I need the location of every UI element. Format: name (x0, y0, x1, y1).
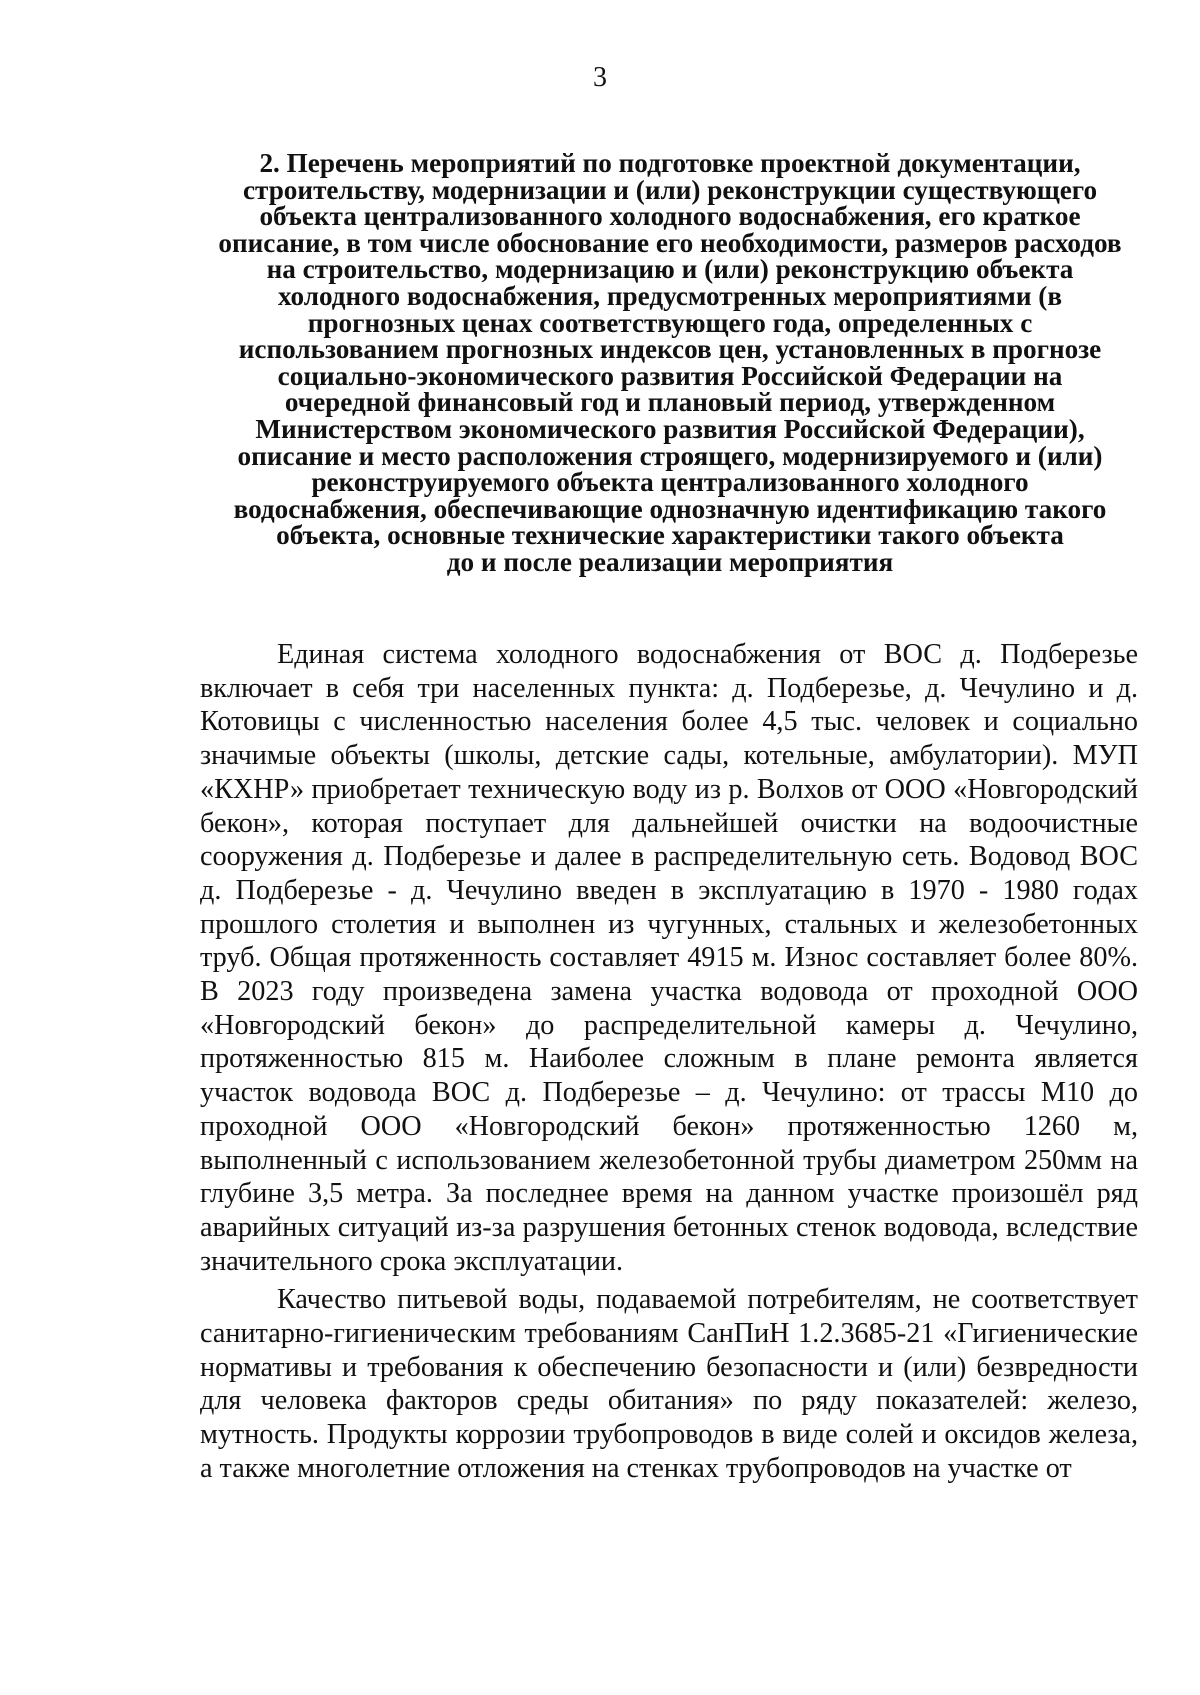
heading-line: объекта, основные технические характеристики такого объекта (276, 520, 1064, 551)
paragraph-water-supply-system: Единая система холодного водоснабжения от ВОС д. Подберезье включает в себя три населенных пункта: д. Подберезье, д. Чечулино и д. Котовицы с численностью населения более 4,5 тыс. человек и социально значимые объекты (школы, детские сады, котельные, амбулатории). МУП «КХНР» приобретает техническую воду из р. Волхов от ООО «Новгородский бекон», которая поступает для дальнейшей очистки на водоочистные сооружения д. Подберезье и далее в распределительную сеть. Водовод ВОС д. Подберезье - д. Чечулино введен в эксплуатацию в 1970 - 1980 годах прошлого столетия и выполнен из чугунных, стальных и железобетонных труб. Общая протяженность составляет 4915 м. Износ составляет более 80%. В 2023 году произведена замена участка водовода от проходной ООО «Новгородский бекон» до распределительной камеры д. Чечулино, протяженностью 815 м. Наиболее сложным в плане ремонта является участок водовода ВОС д. Подберезье – д. Чечулино: от трассы М10 до проходной ООО «Новгородский бекон» протяженностью 1260 м, выполненный с использованием железобетонной трубы диаметром 250мм на глубине 3,5 метра. За последнее время на данном участке произошёл ряд аварийных ситуаций из-за разрушения бетонных стенок водовода, вследствие значительного срока эксплуатации. (200, 639, 1138, 1277)
section-heading (190, 150, 1150, 576)
heading-line: использованием прогнозных индексов цен, установленных в прогнозе (238, 334, 1102, 365)
paragraph-water-quality: Качество питьевой воды, подаваемой потребителям, не соответствует санитарно-гигиеническим требованиям СанПиН 1.2.3685-21 «Гигиенические нормативы и требования к обеспечению безопасности и (или) безвредности для человека факторов среды обитания» по ряду показателей: железо, мутность. Продукты коррозии трубопроводов в виде солей и оксидов железа, а также многолетние отложения на стенках трубопроводов на участке от (200, 1284, 1138, 1484)
heading-line: объекта централизованного холодного водоснабжения, его краткое (259, 201, 1081, 232)
heading-line: холодного водоснабжения, предусмотренных мероприятиями (в (277, 280, 1063, 311)
heading-line: на строительство, модернизацию и (или) реконструкцию объекта (266, 254, 1074, 285)
heading-line: до и после реализации мероприятия (446, 546, 894, 577)
heading-line: описание и место расположения строящего, модернизируемого и (или) (237, 440, 1103, 471)
heading-line: очередной финансовый год и плановый период, утвержденном (284, 387, 1056, 418)
page-number: 3 (593, 62, 607, 93)
heading-line: реконструируемого объекта централизованного холодного (311, 467, 1029, 498)
heading-line: прогнозных ценах соответствующего года, определенных с (307, 307, 1033, 338)
heading-line: строительству, модернизации и (или) реконструкции существующего (242, 174, 1098, 205)
heading-line: 2. Перечень мероприятий по подготовке проектной документации, (259, 148, 1081, 178)
heading-line: описание, в том числе обоснование его необходимости, размеров расходов (218, 227, 1122, 258)
body-text (200, 638, 1138, 1486)
heading-line: Министерством экономического развития Российской Федерации), (255, 413, 1085, 444)
heading-line: социально-экономического развития Российской Федерации на (277, 360, 1063, 391)
heading-line: водоснабжения, обеспечивающие однозначную идентификацию такого (233, 493, 1107, 524)
